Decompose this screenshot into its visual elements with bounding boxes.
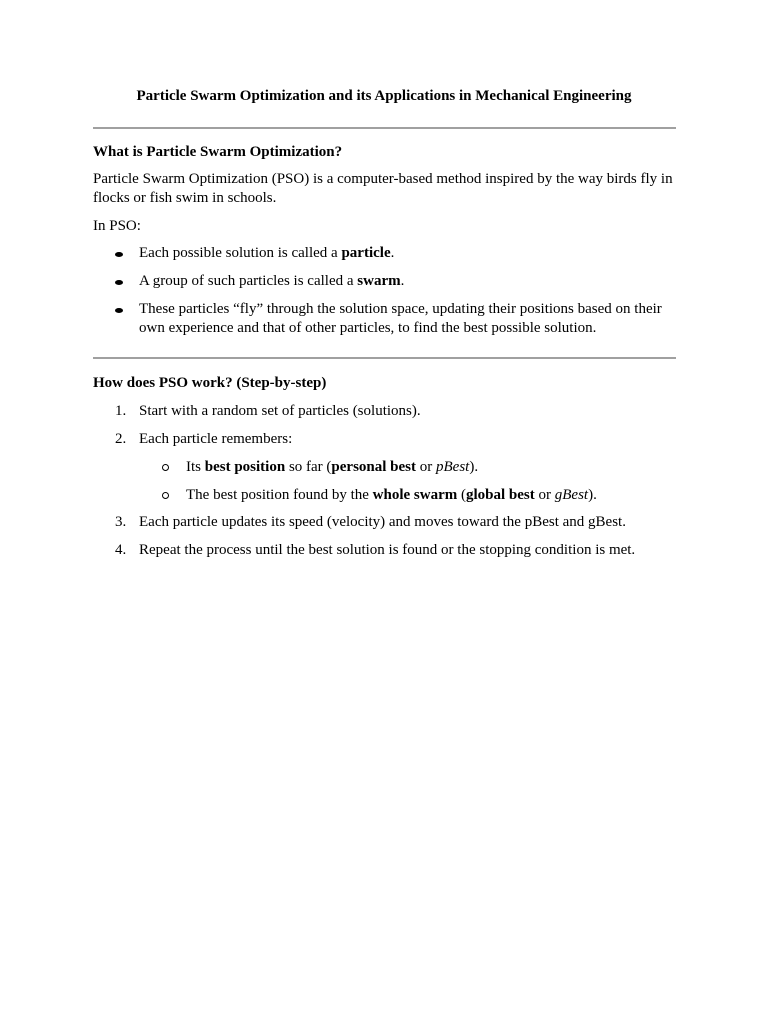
sub-text: or bbox=[416, 459, 437, 475]
step-number: 1. bbox=[115, 403, 127, 419]
bullet-text-end: . bbox=[390, 245, 395, 261]
step-text: Each particle remembers: bbox=[139, 431, 293, 447]
in-pso-label: In PSO: bbox=[93, 218, 141, 234]
bullet-item-particle bbox=[139, 244, 684, 263]
sub-text: ( bbox=[457, 487, 466, 503]
bullet-item-fly: These particles “fly” through the solution space, updating their positions based on their own experience and that of other particles, to find the best possible solution. bbox=[139, 301, 662, 336]
sub-text: so far ( bbox=[285, 459, 332, 475]
step-number: 2. bbox=[115, 431, 127, 447]
sub-item-pbest bbox=[186, 458, 686, 477]
sub-item-gbest bbox=[186, 486, 686, 505]
sub-text: Its bbox=[186, 459, 205, 475]
bullet-text-end: . bbox=[400, 273, 405, 289]
step-text: Each particle updates its speed (velocity) and moves toward the pBest and gBest. bbox=[139, 514, 626, 530]
bullet-bold-term: particle bbox=[341, 245, 391, 261]
sub-bold-term: best position bbox=[204, 459, 286, 475]
bullet-bold-term: swarm bbox=[357, 273, 401, 289]
sub-bullet-marker bbox=[162, 492, 169, 499]
document-title: Particle Swarm Optimization and its Applications in Mechanical Engineering bbox=[136, 88, 632, 104]
bullet-item-swarm bbox=[139, 272, 684, 291]
sub-bullet-marker bbox=[162, 464, 169, 471]
step-number: 4. bbox=[115, 542, 127, 558]
sub-bold-term: whole swarm bbox=[372, 487, 458, 503]
bullet-marker bbox=[115, 252, 123, 257]
sub-text: ). bbox=[588, 487, 597, 503]
sub-italic-term: gBest bbox=[554, 487, 589, 503]
sub-bold-term: personal best bbox=[331, 459, 417, 475]
sub-italic-term: pBest bbox=[436, 459, 470, 475]
step-number: 3. bbox=[115, 514, 127, 530]
bullet-text: A group of such particles is called a bbox=[139, 273, 358, 289]
intro-paragraph: Particle Swarm Optimization (PSO) is a computer-based method inspired by the way birds fly in flocks or fish swim in schools. bbox=[93, 171, 673, 206]
bullet-marker bbox=[115, 280, 123, 285]
sub-text: ). bbox=[469, 459, 479, 475]
sub-bold-term: global best bbox=[465, 487, 535, 503]
step-text: Start with a random set of particles (solutions). bbox=[139, 403, 421, 419]
horizontal-divider bbox=[93, 127, 676, 129]
bullet-text: Each possible solution is called a bbox=[139, 245, 342, 261]
sub-text: The best position found by the bbox=[186, 487, 373, 503]
section-heading-how-pso-works: How does PSO work? (Step-by-step) bbox=[93, 375, 327, 391]
step-text: Repeat the process until the best solution is found or the stopping condition is met. bbox=[139, 542, 636, 558]
section-heading-what-is-pso: What is Particle Swarm Optimization? bbox=[93, 144, 343, 160]
sub-text: or bbox=[534, 487, 555, 503]
horizontal-divider bbox=[93, 357, 676, 359]
bullet-marker bbox=[115, 308, 123, 313]
